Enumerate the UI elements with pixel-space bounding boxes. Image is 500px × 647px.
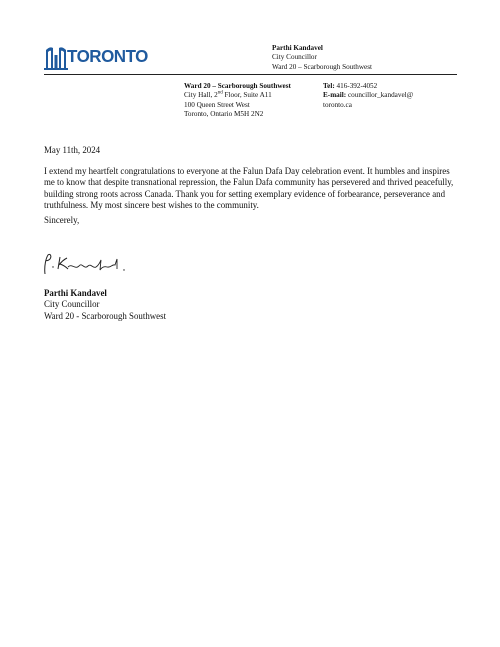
office-line-1-post: Floor, Suite A11 <box>222 91 272 100</box>
email-label: E-mail: <box>323 91 347 100</box>
header-divider <box>44 74 457 75</box>
handwritten-signature <box>38 248 138 280</box>
signoff-block <box>44 288 460 322</box>
header-ward: Ward 20 – Scarborough Southwest <box>272 62 373 71</box>
contact-info <box>323 82 413 110</box>
signoff-title: City Councillor <box>44 299 100 310</box>
office-line-3: Toronto, Ontario M5H 2N2 <box>184 110 264 119</box>
header-contact-name <box>272 44 372 72</box>
tel-value: 416-392-4052 <box>336 82 378 90</box>
toronto-logo <box>44 44 148 70</box>
office-line-2: 100 Queen Street West <box>184 100 250 109</box>
signoff-name: Parthi Kandavel <box>44 288 107 298</box>
office-heading: Ward 20 – Scarborough Southwest <box>184 82 291 90</box>
office-line-1-pre: City Hall, 2 <box>184 91 218 100</box>
letter-date: May 11th, 2024 <box>44 145 101 155</box>
tel-label: Tel: <box>323 82 335 90</box>
office-address <box>184 82 291 120</box>
office-line-1 <box>184 91 291 100</box>
email-value-line-2[interactable]: toronto.ca <box>323 100 352 109</box>
logo-wordmark: TORONTO <box>67 46 148 67</box>
header-title: City Councillor <box>272 53 317 62</box>
office-line-1-sup: nd <box>217 91 223 97</box>
signoff-ward: Ward 20 - Scarborough Southwest <box>44 310 167 321</box>
header-name: Parthi Kandavel <box>272 44 323 52</box>
city-hall-icon <box>44 44 68 70</box>
email-value-line-1[interactable]: councillor_kandavel@ <box>347 91 414 100</box>
letter-body: I extend my heartfelt congratulations to everyone at the Falun Dafa Day celebration event. It humbles and inspires me to know that despite transnational repression, the Falun Dafa community has persevered and thrived peacefully, building strong roots across Canada. Thank you for setting exemplary evidence of forbearance, perseverance and truthfulness. My most sincere best wishes to the community. <box>44 166 454 210</box>
letter-closing: Sincerely, <box>44 215 80 225</box>
